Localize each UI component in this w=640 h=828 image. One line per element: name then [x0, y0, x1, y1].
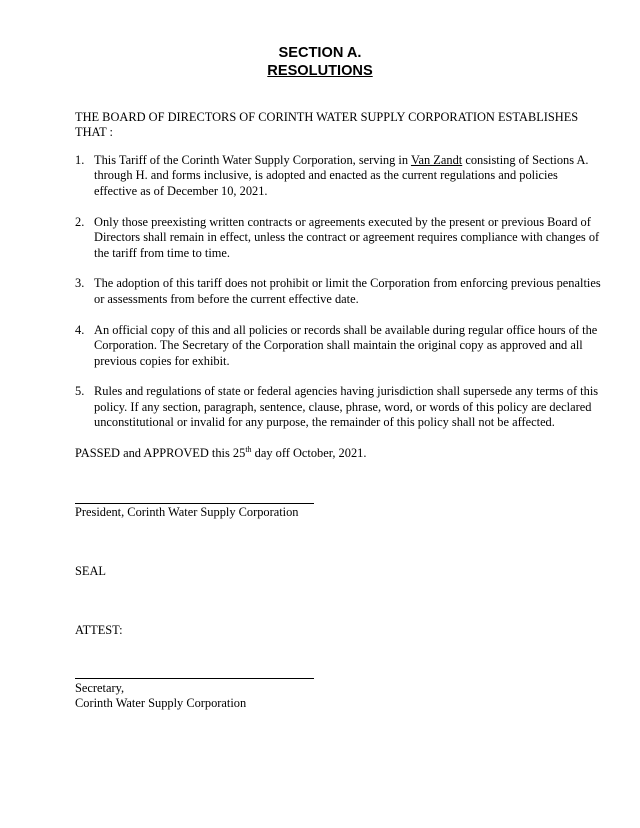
list-item	[75, 276, 601, 307]
president-signature-line	[75, 503, 314, 504]
item-number: 2.	[75, 214, 85, 229]
item-number: 5.	[75, 384, 85, 399]
list-item	[75, 215, 601, 261]
item-text-before: This Tariff of the Corinth Water Supply Corporation, serving in	[94, 153, 411, 167]
section-heading: SECTION A.	[278, 45, 362, 61]
document-title-block	[0, 44, 640, 80]
list-item	[75, 384, 601, 430]
item-text: Rules and regulations of state or federal agencies having jurisdiction shall supersede any terms of this policy. If any section, paragraph, sentence, clause, phrase, word, or words of this policy are declared unconstitutional or invalid for any purpose, the remainder of this policy shall not be affected.	[94, 384, 599, 430]
secretary-block	[75, 681, 601, 712]
list-item	[75, 153, 601, 199]
intro-paragraph: THE BOARD OF DIRECTORS OF CORINTH WATER SUPPLY CORPORATION ESTABLISHES THAT :	[75, 110, 579, 140]
item-number: 3.	[75, 276, 85, 291]
item-text: Only those preexisting written contracts or agreements executed by the present or previous Board of Directors shall remain in effect, unless the contract or agreement requires compliance with changes of the tariff from time to time.	[94, 214, 600, 260]
list-item	[75, 323, 601, 369]
passed-approved-line	[75, 446, 601, 461]
item-text-after: consisting of Sections A. through H. and forms inclusive, is adopted and enacted as the current regulations and policies effective as of December 10, 2021.	[94, 153, 589, 198]
secretary-organization: Corinth Water Supply Corporation	[75, 696, 247, 711]
item-text: The adoption of this tariff does not prohibit or limit the Corporation from enforcing previous penalties or assessments from before the current effective date.	[94, 276, 601, 306]
president-label: President, Corinth Water Supply Corporation	[75, 505, 299, 519]
item-number: 1.	[75, 153, 85, 167]
passed-suffix: day off October, 2021.	[251, 446, 367, 460]
county-name: Van Zandt	[410, 153, 463, 167]
resolution-list	[75, 153, 601, 446]
ordinal-suffix: th	[245, 444, 252, 454]
item-text: An official copy of this and all policies or records shall be available during regular office hours of the Corporation. The Secretary of the Corporation shall maintain the original copy as approved and all previous copies for exhibit.	[94, 322, 598, 368]
secretary-title: Secretary,	[75, 681, 125, 695]
resolutions-heading: RESOLUTIONS	[267, 63, 373, 79]
secretary-signature-line	[75, 678, 314, 679]
passed-prefix: PASSED and APPROVED this 25	[75, 446, 246, 460]
attest-label: ATTEST:	[75, 623, 123, 637]
item-number: 4.	[75, 322, 85, 337]
seal-label: SEAL	[75, 564, 106, 578]
